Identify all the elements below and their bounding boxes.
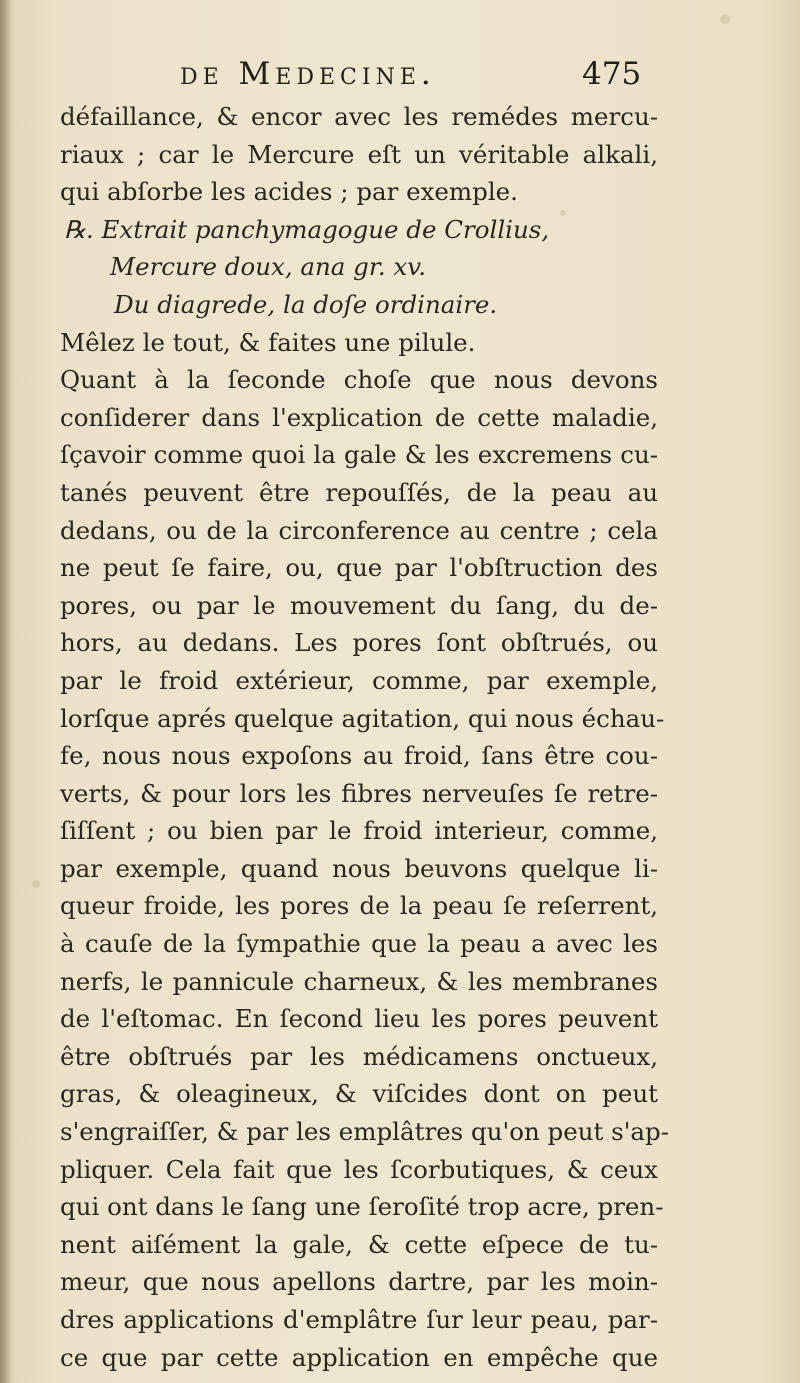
text-line: conſiderer dans l'explication de cette maladie, <box>60 402 658 432</box>
text-line: hors, au dedans. Les pores ſont obſtrués, ou <box>60 628 658 658</box>
paper-spot <box>720 14 730 24</box>
gutter-shadow <box>0 0 12 1383</box>
text-line: riaux ; car le Mercure eſt un véritable alkali, <box>60 139 658 169</box>
text-line: par exemple, quand nous beuvons quelque li- <box>60 853 658 883</box>
paper-spot <box>32 880 40 888</box>
text-line: qui abſorbe les acides ; par exemple. <box>60 177 518 207</box>
prescription-line: ℞. Extrait panchymagogue de Crollius, <box>64 214 550 244</box>
text-line: Quant à la ſeconde choſe que nous devons <box>60 365 658 395</box>
text-line: queur froide, les pores de la peau ſe reſerrent, <box>60 891 658 921</box>
text-line: ſçavoir comme quoi la gale & les excremens cu- <box>60 440 658 470</box>
text-line: lorſque aprés quelque agitation, qui nous échau- <box>60 703 665 733</box>
page-header <box>180 56 660 96</box>
prescription-line: Du diagrede, la doſe ordinaire. <box>114 289 498 319</box>
text-line: pliquer. Cela fait que les ſcorbutiques, & ceux <box>60 1154 658 1184</box>
text-line: meur, que nous apellons dartre, par les moin- <box>60 1267 658 1297</box>
text-line: par le froid extérieur, comme, par exemple, <box>60 665 658 695</box>
text-line: Mêlez le tout, & faites une pilule. <box>60 327 476 357</box>
text-line: tanés peuvent être repouſſés, de la peau au <box>60 477 658 507</box>
text-line: s'engraiſſer, & par les emplâtres qu'on peut s'ap- <box>60 1117 669 1147</box>
text-line: fe, nous nous expoſons au froid, ſans être cou- <box>60 741 658 771</box>
text-line: défaillance, & encor avec les remédes mercu- <box>60 102 658 131</box>
text-line: verts, & pour lors les fibres nerveuſes ſe retre- <box>60 778 658 808</box>
body-text <box>60 98 669 1376</box>
prescription-line: Mercure doux, ana gr. xv. <box>110 252 426 282</box>
text-line: à cauſe de la ſympathie que la peau a avec les <box>60 929 658 959</box>
text-line: gras, & oleagineux, & viſcides dont on peut <box>60 1079 658 1109</box>
text-line: nerfs, le pannicule charneux, & les membranes <box>60 966 658 996</box>
text-line: ne peut ſe faire, ou, que par l'obſtruction des <box>60 553 658 583</box>
text-line: pores, ou par le mouvement du ſang, du de- <box>60 590 658 620</box>
running-head: de Medecine. <box>180 56 436 92</box>
page-number: 475 <box>582 56 642 92</box>
text-line: nent aiſément la gale, & cette eſpece de tu- <box>60 1229 658 1259</box>
text-line: dedans, ou de la circonference au centre ; cela <box>60 515 658 545</box>
text-line: être obſtrués par les médicamens onctueux, <box>60 1041 658 1071</box>
text-line: ſiſſent ; ou bien par le froid interieur, comme, <box>60 816 658 846</box>
text-line: ce que par cette application en empêche que <box>60 1342 658 1372</box>
text-line: de l'eſtomac. En ſecond lieu les pores peuvent <box>60 1004 658 1034</box>
text-line: qui ont dans le ſang une ſeroſité trop acre, pren- <box>60 1192 664 1222</box>
text-line: dres applications d'emplâtre ſur leur peau, par- <box>60 1305 658 1334</box>
